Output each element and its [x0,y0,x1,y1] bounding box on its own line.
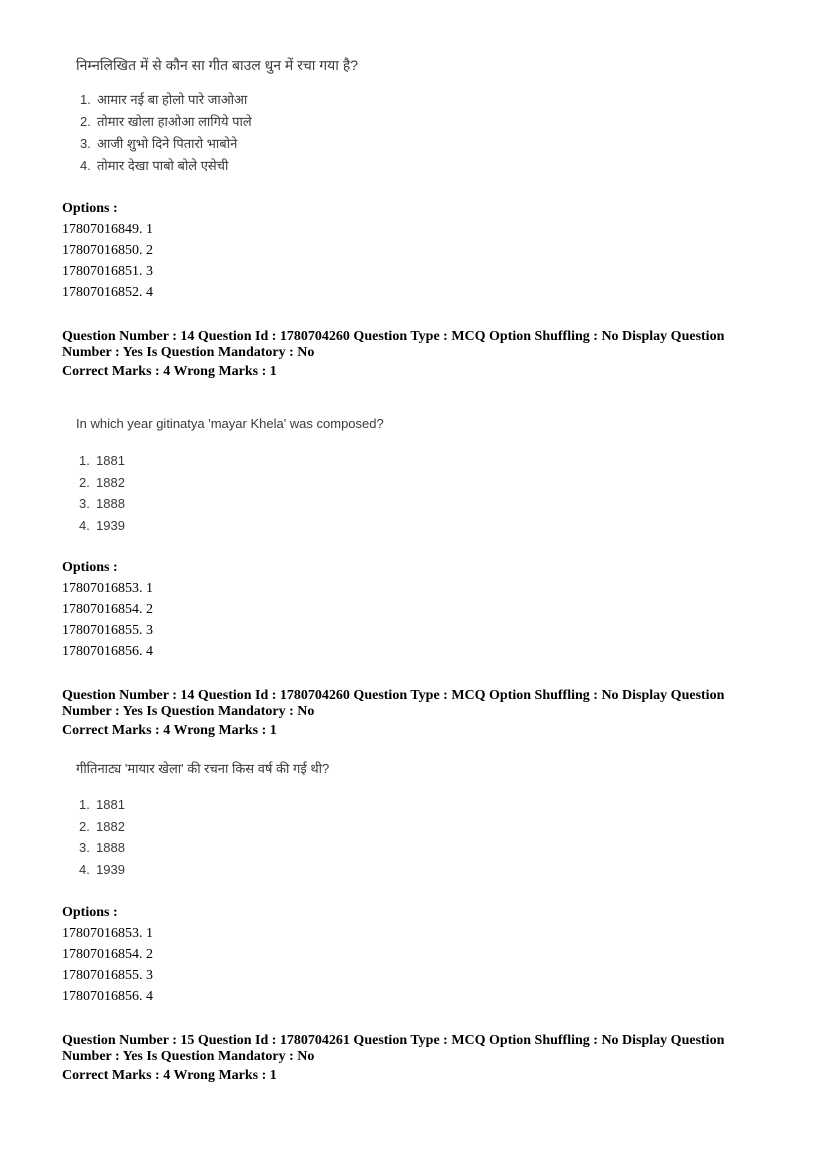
option-line: 17807016854. 2 [62,947,153,962]
options-block [62,902,153,1007]
option-line: 17807016854. 2 [62,602,153,617]
choice-text: 1881 [96,453,125,468]
options-block [62,198,153,303]
choice-text: आजी शुभो दिने पितारो भाबोने [97,136,238,151]
option-line: 17807016855. 3 [62,623,153,638]
choice-text: 1939 [96,517,125,533]
question-stem: निम्नलिखित में से कौन सा गीत बाउल धुन में रचा गया है? [76,57,359,73]
choice-number: 3. [79,496,90,511]
choice-item [79,859,329,881]
choice-item [79,493,384,515]
marks-line: Correct Marks : 4 Wrong Marks : 1 [62,364,277,379]
choice-number: 2. [79,818,90,834]
options-label: Options : [62,201,118,216]
question-meta-line: Question Number : 14 Question Id : 1780704260 Question Type : MCQ Option Shuffling : No Display Question Number : Yes Is Question Mandatory : No [62,329,725,360]
marks-line: Correct Marks : 4 Wrong Marks : 1 [62,723,277,738]
choice-text: आमार नई बा होलो पारे जाओआ [97,92,248,107]
option-line: 17807016852. 4 [62,285,153,300]
question-meta [62,688,752,739]
question-choices [76,794,329,880]
choice-text: 1882 [96,474,125,490]
options-label: Options : [62,560,118,575]
option-line: 17807016853. 1 [62,581,153,596]
options-label: Options : [62,905,118,920]
choice-item [80,133,358,155]
choice-number: 1. [80,92,91,107]
question-meta-line: Question Number : 15 Question Id : 1780704261 Question Type : MCQ Option Shuffling : No Display Question Number : Yes Is Question Mandatory : No [62,1033,725,1064]
choice-item [80,155,358,177]
choice-number: 3. [80,136,91,151]
choice-number: 1. [79,453,90,468]
option-line: 17807016853. 1 [62,926,153,941]
question-image [76,415,384,536]
marks-line: Correct Marks : 4 Wrong Marks : 1 [62,1068,277,1083]
question-stem: In which year gitinatya 'mayar Khela' was composed? [76,416,384,431]
option-line: 17807016851. 3 [62,264,153,279]
choice-item [80,89,358,111]
choice-text: 1888 [96,496,125,511]
choice-number: 3. [79,840,90,855]
choice-number: 4. [79,517,90,533]
choice-text: 1882 [96,818,125,834]
option-line: 17807016856. 4 [62,989,153,1004]
choice-item [79,794,329,816]
choice-number: 1. [79,797,90,812]
question-choices [76,89,358,177]
option-line: 17807016855. 3 [62,968,153,983]
question-meta [62,1033,752,1084]
question-stem: गीतिनाट्य 'मायार खेला' की रचना किस वर्ष की गई थी? [76,761,330,776]
choice-number: 4. [80,158,91,173]
question-image [76,759,329,880]
choice-item [79,472,384,494]
choice-item [79,515,384,537]
question-choices [76,450,384,536]
question-meta-line: Question Number : 14 Question Id : 1780704260 Question Type : MCQ Option Shuffling : No Display Question Number : Yes Is Question Mandatory : No [62,688,725,719]
choice-text: तोमार खोला हाओआ लागिये पाले [97,114,252,129]
choice-number: 4. [79,861,90,877]
choice-text: 1939 [96,861,125,877]
choice-text: तोमार देखा पाबो बोले एसेची [97,158,229,173]
choice-item [79,837,329,859]
question-image [76,55,358,177]
choice-number: 2. [80,114,91,129]
question-meta [62,329,752,380]
choice-item [79,450,384,472]
choice-text: 1881 [96,797,125,812]
choice-item [79,816,329,838]
options-block [62,557,153,662]
option-line: 17807016856. 4 [62,644,153,659]
choice-number: 2. [79,474,90,490]
option-line: 17807016850. 2 [62,243,153,258]
choice-text: 1888 [96,840,125,855]
choice-item [80,111,358,133]
option-line: 17807016849. 1 [62,222,153,237]
